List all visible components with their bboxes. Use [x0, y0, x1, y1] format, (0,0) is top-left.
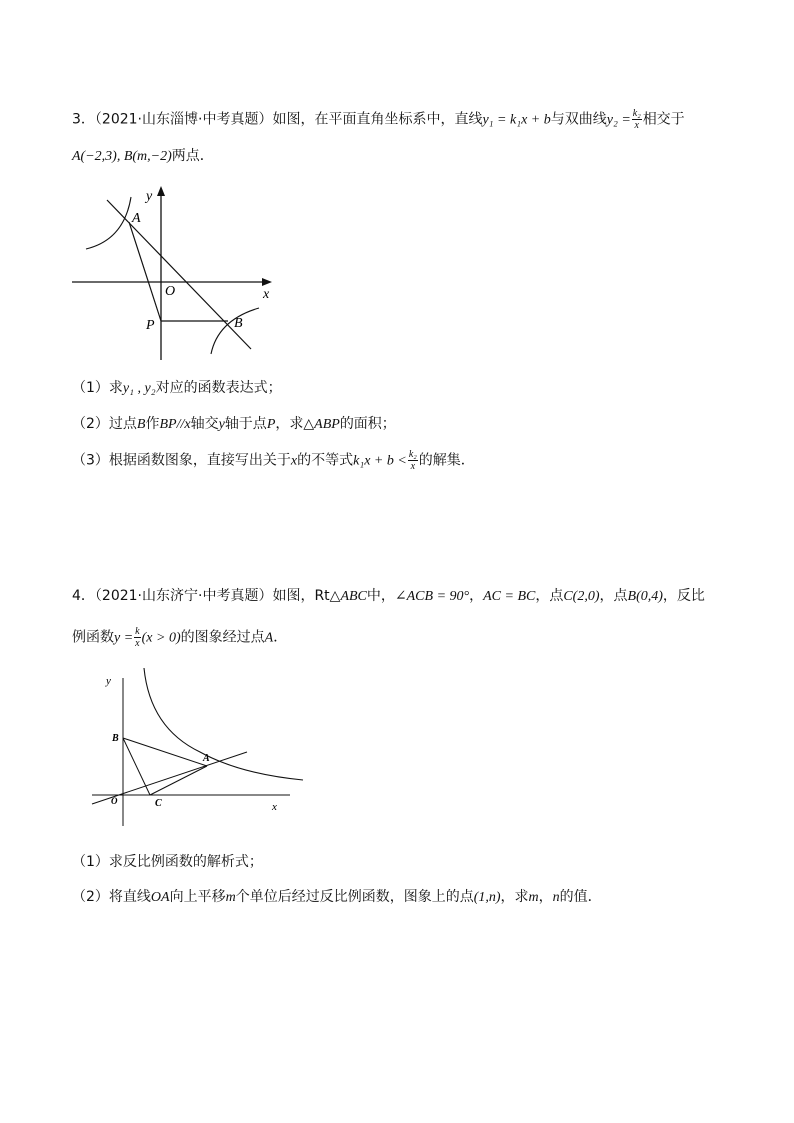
question-number: （2） — [72, 889, 109, 905]
point-b-coords: B(0,4) — [627, 589, 663, 604]
point-label-b: B — [234, 316, 243, 331]
question-text: 轴交 — [190, 416, 219, 432]
triangle-name: ABP — [314, 417, 340, 432]
hyperbola-fraction — [632, 108, 642, 131]
problem3-number: 3． — [72, 111, 95, 128]
question-text: 将直线 — [108, 889, 151, 905]
point-label-a: A — [132, 211, 141, 226]
question-text: 的值． — [559, 889, 602, 905]
fraction-denominator: x — [410, 461, 416, 472]
angle-expression: ∠ACB = 90° — [394, 589, 470, 604]
question-text: 轴于点 — [224, 416, 267, 432]
inequality-fraction — [408, 449, 418, 472]
problem3-figure — [68, 180, 278, 362]
problem3-text: 如图，在平面直角坐标系中，直线 — [272, 111, 483, 128]
question-text: 向上平移 — [169, 889, 226, 905]
hyperbola-lhs: y₂ = — [606, 112, 631, 128]
fraction-numerator: k — [135, 626, 140, 637]
math-var: A — [264, 630, 274, 646]
problem3-text: 与双曲线 — [550, 111, 607, 128]
question-text: ，求 — [500, 889, 529, 905]
origin-label: O — [111, 796, 118, 806]
math-var: n — [552, 890, 560, 905]
problem3-statement-line2 — [72, 146, 214, 167]
point-label-c: C — [155, 798, 162, 809]
fraction-numerator: k₂ — [408, 449, 417, 460]
problem4-question2 — [72, 887, 602, 908]
problem4-text: 的图象经过点 — [180, 629, 265, 646]
point-label-a: A — [203, 753, 210, 764]
question-number: （1） — [72, 854, 109, 870]
question-text: 求反比例函数的解析式； — [108, 854, 263, 870]
problem3-text: 相交于 — [642, 111, 685, 128]
axis-label-x: x — [263, 287, 270, 302]
question-text: 的面积； — [339, 416, 396, 432]
line-name: OA — [150, 890, 170, 905]
problem3-question1 — [72, 378, 282, 399]
inequality-lhs: k₁x + b < — [353, 453, 407, 469]
math-var: P — [266, 417, 276, 432]
question-text: 的解集． — [418, 452, 475, 469]
math-var: m — [225, 890, 236, 905]
problem3-source: （2021·山东淄博·中考真题） — [94, 111, 273, 128]
problem4-question1 — [72, 852, 263, 872]
question-text: 对应的函数表达式； — [155, 380, 282, 396]
fraction-numerator: k₂ — [632, 108, 641, 119]
triangle-name: ABC — [340, 589, 367, 604]
function-vars: y₁ , y₂ — [122, 381, 156, 396]
problem4-text: 中， — [366, 588, 395, 604]
problem3-text: 两点． — [171, 148, 214, 164]
function-condition: (x > 0) — [141, 630, 181, 646]
problem4-text: 例函数 — [72, 629, 114, 646]
line-equation: y₁ = k₁x + b — [482, 112, 551, 128]
parallel-expression: BP//x — [159, 417, 191, 432]
problem4-text: ， — [469, 588, 484, 604]
problem3-question2 — [72, 414, 396, 435]
point-label-b: B — [112, 733, 119, 744]
math-var: B — [136, 417, 146, 432]
problem4-text: ，反比 — [662, 588, 705, 604]
problem4-statement-line1 — [72, 586, 705, 607]
problem4-source: （2021·山东济宁·中考真题） — [94, 588, 273, 604]
math-var: y — [218, 417, 225, 432]
function-lhs: y = — [114, 630, 134, 646]
question-number: （3） — [72, 452, 109, 469]
problem4-number: 4． — [72, 588, 95, 604]
fraction-denominator: x — [135, 638, 140, 649]
math-var: m — [528, 890, 539, 905]
origin-label: O — [165, 284, 176, 299]
question-text: 过点 — [108, 416, 137, 432]
equality-expression: AC = BC — [483, 589, 536, 604]
question-text: 的不等式 — [297, 452, 354, 469]
fraction-denominator: x — [634, 120, 639, 131]
function-fraction — [134, 626, 140, 649]
question-text: 根据函数图象，直接写出关于 — [108, 452, 291, 469]
axis-label-y: y — [146, 189, 153, 204]
question-text: 个单位后经过反比例函数，图象上的点 — [235, 889, 474, 905]
question-text: 作 — [145, 416, 160, 432]
problem4-text: ，点 — [599, 588, 628, 604]
problem3-statement-line1 — [72, 108, 685, 131]
axis-label-y: y — [106, 675, 111, 687]
problem4-text: 如图，Rt△ — [272, 588, 341, 604]
point-c-coords: C(2,0) — [563, 589, 600, 604]
math-var: x — [290, 453, 298, 469]
point-coords: (1,n) — [473, 890, 501, 905]
question-text: ， — [538, 889, 553, 905]
problem3-question3 — [72, 449, 475, 472]
problem4-figure — [88, 666, 308, 828]
point-label-p: P — [146, 318, 155, 333]
intersection-points: A(−2,3), B(m,−2) — [72, 149, 172, 164]
question-text: ，求△ — [275, 416, 315, 432]
question-number: （1） — [72, 380, 109, 396]
question-number: （2） — [72, 416, 109, 432]
axis-label-x: x — [272, 801, 277, 813]
problem4-text: ，点 — [535, 588, 564, 604]
question-text: 求 — [108, 380, 123, 396]
problem4-statement-line2 — [72, 626, 287, 649]
problem4-text: ． — [273, 629, 288, 646]
